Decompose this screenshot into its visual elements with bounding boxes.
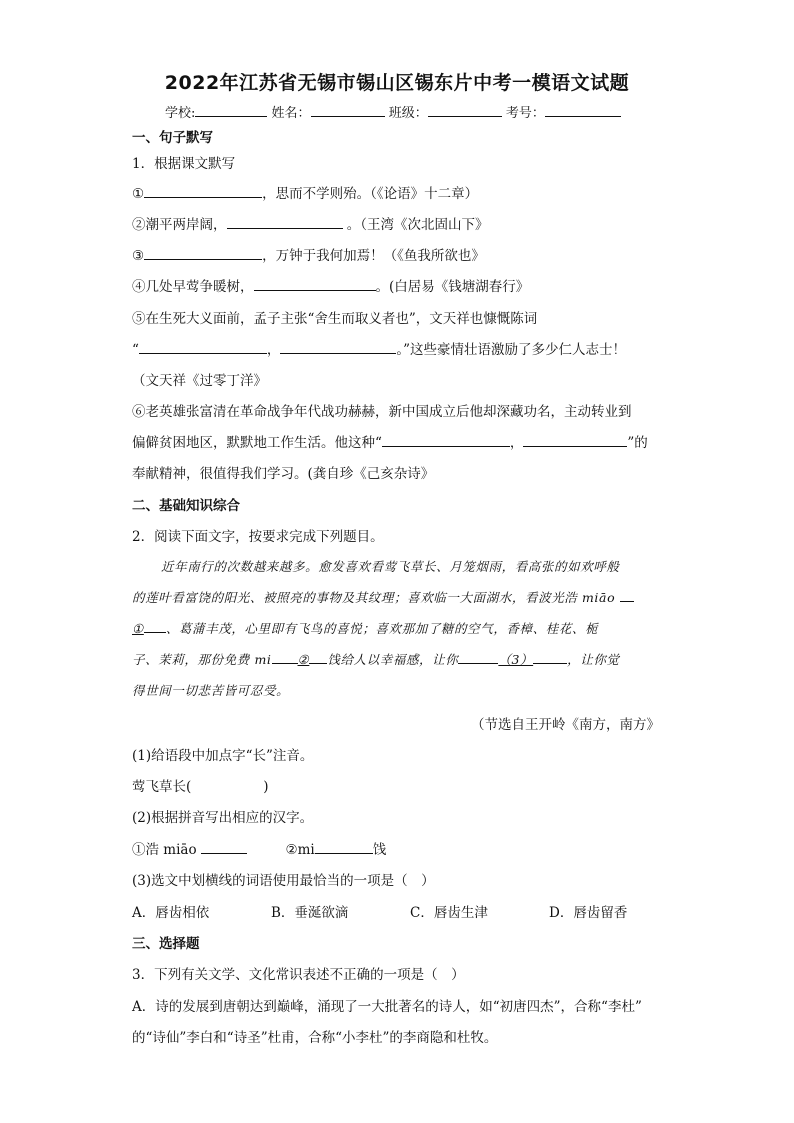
q1-l3-prefix: ③ (132, 248, 145, 264)
answer-blank[interactable] (315, 840, 373, 854)
name-label: 姓名： (271, 106, 311, 121)
student-info-row (165, 102, 621, 121)
q1-l4-prefix: ④几处早莺争暖树， (132, 279, 254, 295)
q1-l2-text: 。（王湾《次北固山下》 (346, 217, 489, 233)
q2-sub-3: (3)选文中划横线的词语使用最恰当的一项是（ ） (132, 873, 435, 889)
q1-l9-comma: ， (509, 435, 524, 451)
passage-line-4-end: ，让你觉 (567, 652, 620, 667)
passage-blank[interactable] (272, 650, 298, 664)
answer-blank[interactable] (201, 840, 247, 854)
q1-line-10: 奉献精神，很值得我们学习。(龚自珍《己亥杂诗》 (132, 466, 435, 482)
option-a[interactable]: A．唇齿相依 (132, 905, 210, 921)
class-label: 班级： (388, 106, 428, 121)
q2-sub-1-close: ) (263, 779, 269, 795)
exam-no-label: 考号： (505, 106, 545, 121)
q1-line-2 (132, 213, 489, 233)
question-1-stem: 1．根据课文默写 (132, 156, 236, 172)
option-b[interactable]: B．垂涎欲滴 (271, 905, 349, 921)
q2-sub-1: (1)给语段中加点字“长”注音。 (132, 748, 314, 764)
answer-blank[interactable] (280, 340, 396, 354)
section-heading-3: 三、选择题 (132, 936, 200, 952)
exam-no-field[interactable] (545, 104, 621, 117)
passage-line-5: 得世间一切悲苦皆可忍受。 (132, 683, 290, 698)
q3-option-a-line-1[interactable]: A．诗的发展到唐朝达到巅峰，涌现了一大批著名的诗人，如“初唐四杰”，合称“李杜” (132, 999, 642, 1015)
q1-line-8: ⑥老英雄张富清在革命战争年代战功赫赫，新中国成立后他却深藏功名，主动转业到 (132, 404, 632, 420)
q2-sub-2: (2)根据拼音写出相应的汉字。 (132, 810, 314, 826)
q2-sub-1-answer (132, 775, 269, 795)
name-field[interactable] (311, 104, 385, 117)
answer-blank[interactable] (254, 277, 376, 291)
blank-number-3: （3） (498, 652, 534, 667)
q1-l9-text: 偏僻贫困地区，默默地工作生活。他这种“ (132, 435, 382, 451)
option-c[interactable]: C．唇齿生津 (410, 905, 488, 921)
school-label: 学校: (165, 106, 196, 121)
q2-sub-3-options (132, 901, 627, 921)
q3-option-a-line-2: 的“诗仙”李白和“诗圣”杜甫，合称“小李杜”的李商隐和杜牧。 (132, 1030, 498, 1046)
passage-blank[interactable] (144, 619, 166, 633)
question-2-stem: 2．阅读下面文字，按要求完成下列题目。 (132, 529, 384, 545)
q1-l3-text: ，万钟于我何加焉！（《鱼我所欲也》 (262, 248, 485, 264)
school-field[interactable] (195, 104, 267, 117)
passage-line-2-text: 的莲叶看富饶的阳光、被照亮的事物及其纹理；喜欢临一大面湖水，看波光浩 miāo (132, 590, 620, 605)
q1-line-9 (132, 431, 648, 451)
q1-line-4 (132, 275, 529, 295)
q1-l2-prefix: ②潮平两岸阔， (132, 217, 227, 233)
q1-l1-text: ，思而不学则殆。（《论语》十二章） (262, 186, 479, 202)
answer-blank[interactable] (382, 433, 510, 447)
q2-sub-2-a: ①浩 miāo (132, 842, 197, 858)
answer-blank[interactable] (144, 184, 262, 198)
q1-l6-text: 。”这些豪情壮语激励了多少仁人志士！ (396, 342, 627, 358)
option-d[interactable]: D．唇齿留香 (549, 905, 628, 921)
passage-line-4-start: 子、茉莉，那份免费 mi (132, 652, 272, 667)
section-heading-1: 一、句子默写 (132, 130, 213, 146)
passage-blank[interactable] (620, 588, 634, 602)
q1-l6-open-quote: “ (132, 342, 139, 358)
section-heading-2: 二、基础知识综合 (132, 498, 240, 514)
blank-number-1: ① (132, 621, 144, 636)
passage-line-4 (132, 650, 620, 668)
q1-l9-suffix: ”的 (627, 435, 648, 451)
q1-l1-prefix: ① (132, 186, 145, 202)
answer-blank[interactable] (227, 215, 343, 229)
q1-line-1 (132, 182, 478, 202)
passage-line-3 (132, 619, 598, 637)
answer-blank[interactable] (144, 246, 262, 260)
q2-sub-2-b-suffix: 饯 (372, 842, 387, 858)
q1-l6-comma: ， (266, 342, 281, 358)
q1-line-7: （文天祥《过零丁洋》 (132, 373, 267, 389)
page-title: 2022年江苏省无锡市锡山区锡东片中考一模语文试题 (164, 72, 630, 94)
q1-line-6 (132, 338, 626, 358)
q1-line-3 (132, 244, 485, 264)
q2-sub-1-word: 莺飞草长( (132, 779, 192, 795)
passage-line-2 (132, 588, 634, 606)
blank-number-2: ② (297, 652, 310, 667)
passage-blank[interactable] (458, 650, 498, 664)
answer-blank[interactable] (523, 433, 627, 447)
q1-l4-text: 。(白居易《钱塘湖春行》 (375, 279, 530, 295)
q1-line-5: ⑤在生死大义面前，孟子主张“舍生而取义者也”，文天祥也慷慨陈词 (132, 311, 538, 327)
passage-line-1: 近年南行的次数越来越多。愈发喜欢看莺飞草长、月笼烟雨，看高张的如欢呼般 (161, 559, 620, 574)
passage-blank[interactable] (309, 650, 327, 664)
passage-source: （节选自王开岭《南方，南方》 (471, 717, 660, 733)
passage-line-3-text: 、葛蒲丰茂，心里即有飞鸟的喜悦；喜欢那加了糖的空气，香樟、桂花、栀 (165, 621, 599, 636)
q2-sub-2-answers (132, 838, 386, 858)
question-3-stem: 3．下列有关文学、文化常识表述不正确的一项是（ ） (132, 967, 465, 983)
answer-blank[interactable] (139, 340, 267, 354)
passage-blank[interactable] (533, 650, 567, 664)
class-field[interactable] (428, 104, 502, 117)
q2-sub-2-b: ②mi (285, 842, 315, 858)
passage-line-4-mid: 饯给人以幸福感，让你 (327, 652, 459, 667)
